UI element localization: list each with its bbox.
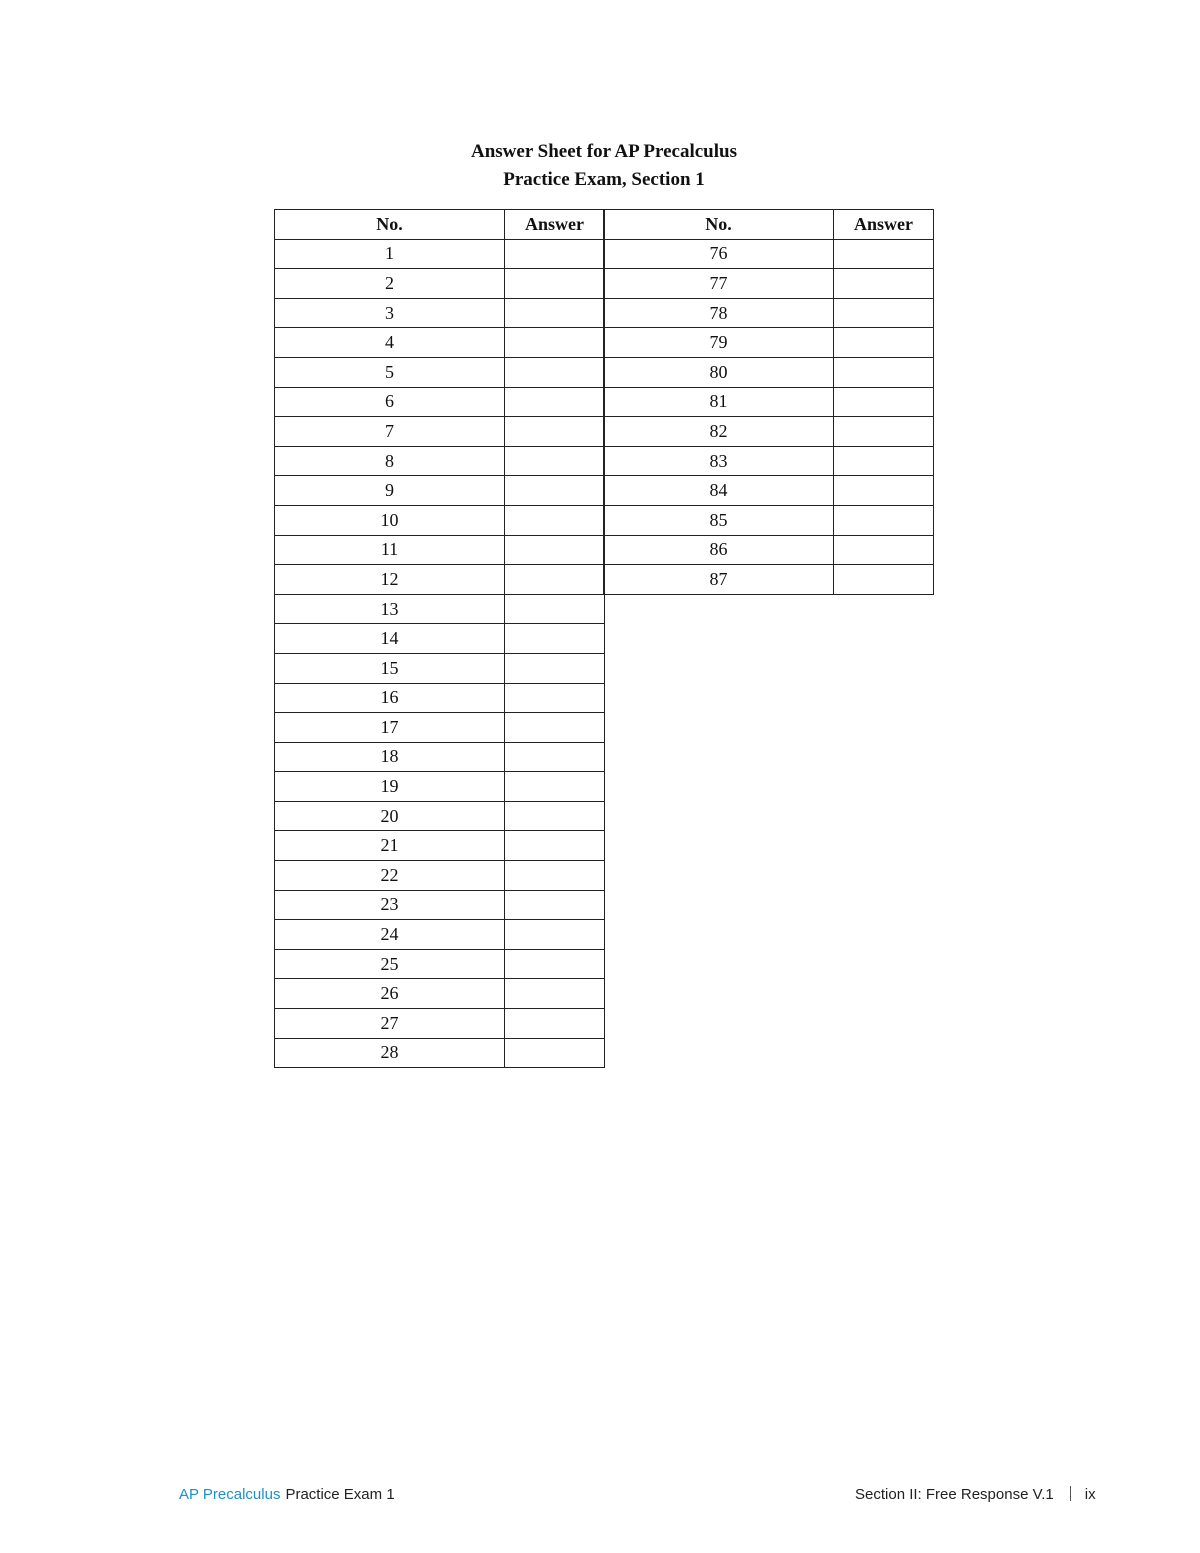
table-row (275, 446, 605, 476)
table-row (275, 328, 605, 358)
question-number: 13 (275, 594, 505, 624)
question-number: 81 (604, 387, 834, 417)
table-row (604, 298, 934, 328)
question-number: 27 (275, 1009, 505, 1039)
header-answer: Answer (834, 210, 934, 240)
answer-cell[interactable] (505, 298, 605, 328)
table-row (275, 979, 605, 1009)
question-number: 26 (275, 979, 505, 1009)
question-number: 16 (275, 683, 505, 713)
table-row (275, 476, 605, 506)
answer-cell[interactable] (834, 476, 934, 506)
answer-cell[interactable] (505, 683, 605, 713)
question-number: 1 (275, 239, 505, 269)
answer-cell[interactable] (834, 505, 934, 535)
question-number: 25 (275, 949, 505, 979)
table-header-row (604, 210, 934, 240)
table-row (275, 1038, 605, 1068)
answer-cell[interactable] (505, 713, 605, 743)
table-row (275, 357, 605, 387)
question-number: 11 (275, 535, 505, 565)
answer-cell[interactable] (505, 535, 605, 565)
table-row (275, 239, 605, 269)
table-row (275, 269, 605, 299)
question-number: 80 (604, 357, 834, 387)
answer-cell[interactable] (834, 417, 934, 447)
page-number: ix (1084, 1486, 1096, 1503)
table-row (275, 920, 605, 950)
table-row (604, 387, 934, 417)
footer-section: Section II: Free Response V.1 (855, 1486, 1054, 1503)
question-number: 8 (275, 446, 505, 476)
question-number: 6 (275, 387, 505, 417)
answer-table-right (603, 209, 934, 595)
answer-cell[interactable] (505, 742, 605, 772)
table-row (275, 683, 605, 713)
question-number: 9 (275, 476, 505, 506)
answer-cell[interactable] (505, 505, 605, 535)
answer-cell[interactable] (505, 624, 605, 654)
question-number: 83 (604, 446, 834, 476)
answer-cell[interactable] (505, 801, 605, 831)
answer-cell[interactable] (505, 861, 605, 891)
answer-cell[interactable] (834, 565, 934, 595)
header-no: No. (604, 210, 834, 240)
answer-cell[interactable] (834, 298, 934, 328)
answer-cell[interactable] (834, 328, 934, 358)
table-row (275, 949, 605, 979)
table-row (275, 861, 605, 891)
table-row (275, 298, 605, 328)
answer-cell[interactable] (834, 387, 934, 417)
table-row (604, 535, 934, 565)
question-number: 78 (604, 298, 834, 328)
table-row (275, 505, 605, 535)
question-number: 15 (275, 653, 505, 683)
question-number: 12 (275, 565, 505, 595)
table-row (275, 624, 605, 654)
table-row (604, 239, 934, 269)
table-row (604, 565, 934, 595)
question-number: 21 (275, 831, 505, 861)
table-row (275, 535, 605, 565)
question-number: 79 (604, 328, 834, 358)
question-number: 5 (275, 357, 505, 387)
page-title (0, 138, 1200, 194)
answer-cell[interactable] (505, 1038, 605, 1068)
table-row (604, 476, 934, 506)
question-number: 76 (604, 239, 834, 269)
table-row (275, 565, 605, 595)
question-number: 87 (604, 565, 834, 595)
table-row (604, 328, 934, 358)
table-row (275, 801, 605, 831)
answer-cell[interactable] (505, 653, 605, 683)
question-number: 77 (604, 269, 834, 299)
answer-cell[interactable] (505, 417, 605, 447)
question-number: 28 (275, 1038, 505, 1068)
footer-right (855, 1484, 1096, 1506)
answer-table-left (274, 209, 605, 1068)
footer-divider (1070, 1486, 1071, 1501)
title-line-1: Answer Sheet for AP Precalculus (471, 141, 737, 162)
question-number: 4 (275, 328, 505, 358)
answer-cell[interactable] (505, 446, 605, 476)
question-number: 18 (275, 742, 505, 772)
question-number: 19 (275, 772, 505, 802)
question-number: 84 (604, 476, 834, 506)
table-row (275, 742, 605, 772)
table-header-row (275, 210, 605, 240)
table-row (275, 594, 605, 624)
question-number: 2 (275, 269, 505, 299)
table-row (275, 1009, 605, 1039)
table-row (275, 417, 605, 447)
answer-cell[interactable] (834, 269, 934, 299)
answer-cell[interactable] (505, 594, 605, 624)
answer-cell[interactable] (505, 1009, 605, 1039)
answer-cell[interactable] (505, 920, 605, 950)
answer-cell[interactable] (505, 979, 605, 1009)
question-number: 86 (604, 535, 834, 565)
question-number: 82 (604, 417, 834, 447)
header-answer: Answer (505, 210, 605, 240)
answer-cell[interactable] (505, 357, 605, 387)
table-row (275, 890, 605, 920)
answer-cell[interactable] (505, 772, 605, 802)
answer-cell[interactable] (505, 387, 605, 417)
title-line-2: Practice Exam, Section 1 (503, 169, 705, 190)
footer-exam-name: Practice Exam 1 (285, 1486, 395, 1503)
question-number: 14 (275, 624, 505, 654)
answer-cell[interactable] (505, 949, 605, 979)
answer-cell[interactable] (505, 269, 605, 299)
table-row (604, 505, 934, 535)
answer-cell[interactable] (505, 831, 605, 861)
table-row (275, 772, 605, 802)
answer-cell[interactable] (834, 446, 934, 476)
question-number: 10 (275, 505, 505, 535)
table-row (604, 446, 934, 476)
answer-cell[interactable] (834, 535, 934, 565)
question-number: 85 (604, 505, 834, 535)
table-row (604, 417, 934, 447)
table-row (275, 653, 605, 683)
answer-cell[interactable] (834, 239, 934, 269)
question-number: 3 (275, 298, 505, 328)
footer-left (179, 1484, 395, 1506)
footer-course-name: AP Precalculus (179, 1486, 281, 1503)
table-row (275, 713, 605, 743)
answer-cell[interactable] (505, 565, 605, 595)
question-number: 7 (275, 417, 505, 447)
answer-cell[interactable] (505, 890, 605, 920)
question-number: 23 (275, 890, 505, 920)
table-row (275, 387, 605, 417)
question-number: 17 (275, 713, 505, 743)
answer-cell[interactable] (505, 239, 605, 269)
answer-cell[interactable] (505, 476, 605, 506)
question-number: 22 (275, 861, 505, 891)
question-number: 24 (275, 920, 505, 950)
table-row (604, 357, 934, 387)
question-number: 20 (275, 801, 505, 831)
header-no: No. (275, 210, 505, 240)
table-row (604, 269, 934, 299)
answer-cell[interactable] (505, 328, 605, 358)
answer-cell[interactable] (834, 357, 934, 387)
table-row (275, 831, 605, 861)
